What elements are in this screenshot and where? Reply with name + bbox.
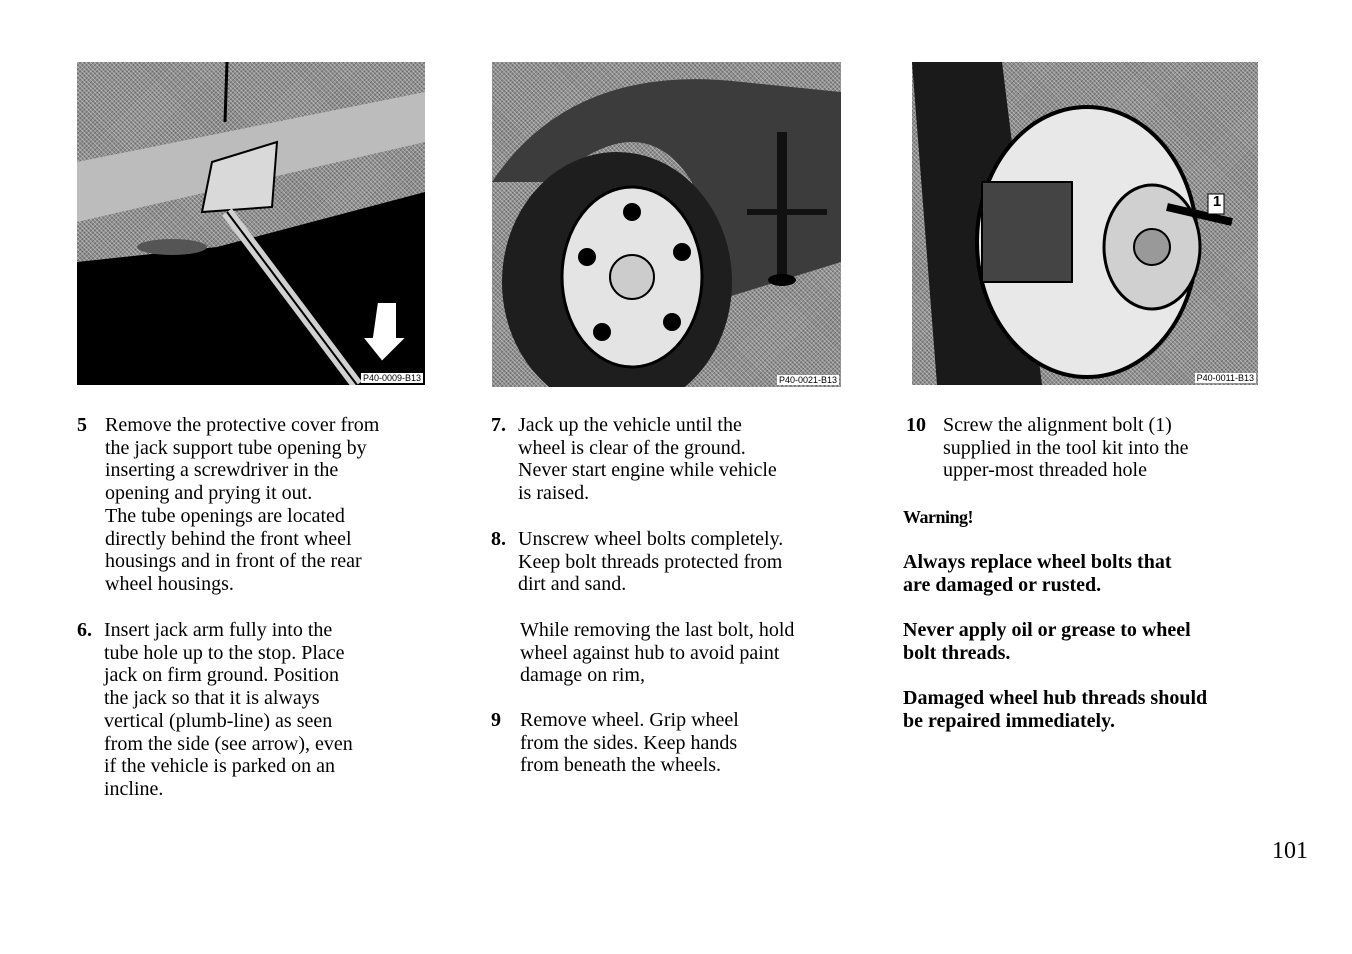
callout-label-1: 1 (1212, 193, 1222, 210)
warning-item: Always replace wheel bolts that are damaged or rusted. (903, 551, 1172, 596)
warning-item: Never apply oil or grease to wheel bolt threads. (903, 619, 1191, 664)
jack-tube-illustration (77, 62, 425, 385)
step-text: Insert jack arm fully into the tube hole up to the stop. Place jack on firm ground. Position the jack so that it is always vertical (plumb-line) as seen from the side (see arrow), even if the vehicle is parked on an incline. (104, 619, 353, 800)
step-text: Screw the alignment bolt (1) supplied in the tool kit into the upper-most threaded hole (943, 414, 1189, 482)
step-number: 7. (491, 414, 506, 436)
step-number: 6. (77, 619, 92, 641)
wheel-jack-illustration (492, 62, 841, 387)
figure-wheel-hub-alignment-bolt (912, 62, 1258, 385)
page-number: 101 (1272, 838, 1308, 864)
step-number: 8. (491, 528, 506, 550)
warning-title: Warning! (903, 507, 974, 527)
hub-illustration (912, 62, 1258, 385)
step-text: Jack up the vehicle until the wheel is clear of the ground. Never start engine while vehicle is raised. (518, 414, 777, 505)
figure-code: P40-0021-B13 (778, 375, 837, 385)
step-number: 10 (906, 414, 926, 436)
step-number: 5 (77, 414, 87, 436)
figure-jack-support-tube (77, 62, 425, 385)
step-text: Remove wheel. Grip wheel from the sides. Keep hands from beneath the wheels. (520, 709, 739, 777)
step-text: Unscrew wheel bolts completely. Keep bolt threads protected from dirt and sand. (518, 528, 784, 596)
step-number: 9 (491, 709, 501, 731)
figure-code: P40-0011-B13 (1196, 373, 1254, 383)
figure-front-wheel-jack (492, 62, 841, 387)
step-text: Remove the protective cover from the jack support tube opening by inserting a screwdriver in the opening and prying it out. The tube openings are located directly behind the front wheel housings and in front of the rear wheel housings. (105, 414, 380, 595)
warning-item: Damaged wheel hub threads should be repaired immediately. (903, 687, 1208, 732)
figure-code: P40-0009-B13 (362, 373, 421, 383)
step-8-note: While removing the last bolt, hold wheel against hub to avoid paint damage on rim, (520, 619, 795, 687)
